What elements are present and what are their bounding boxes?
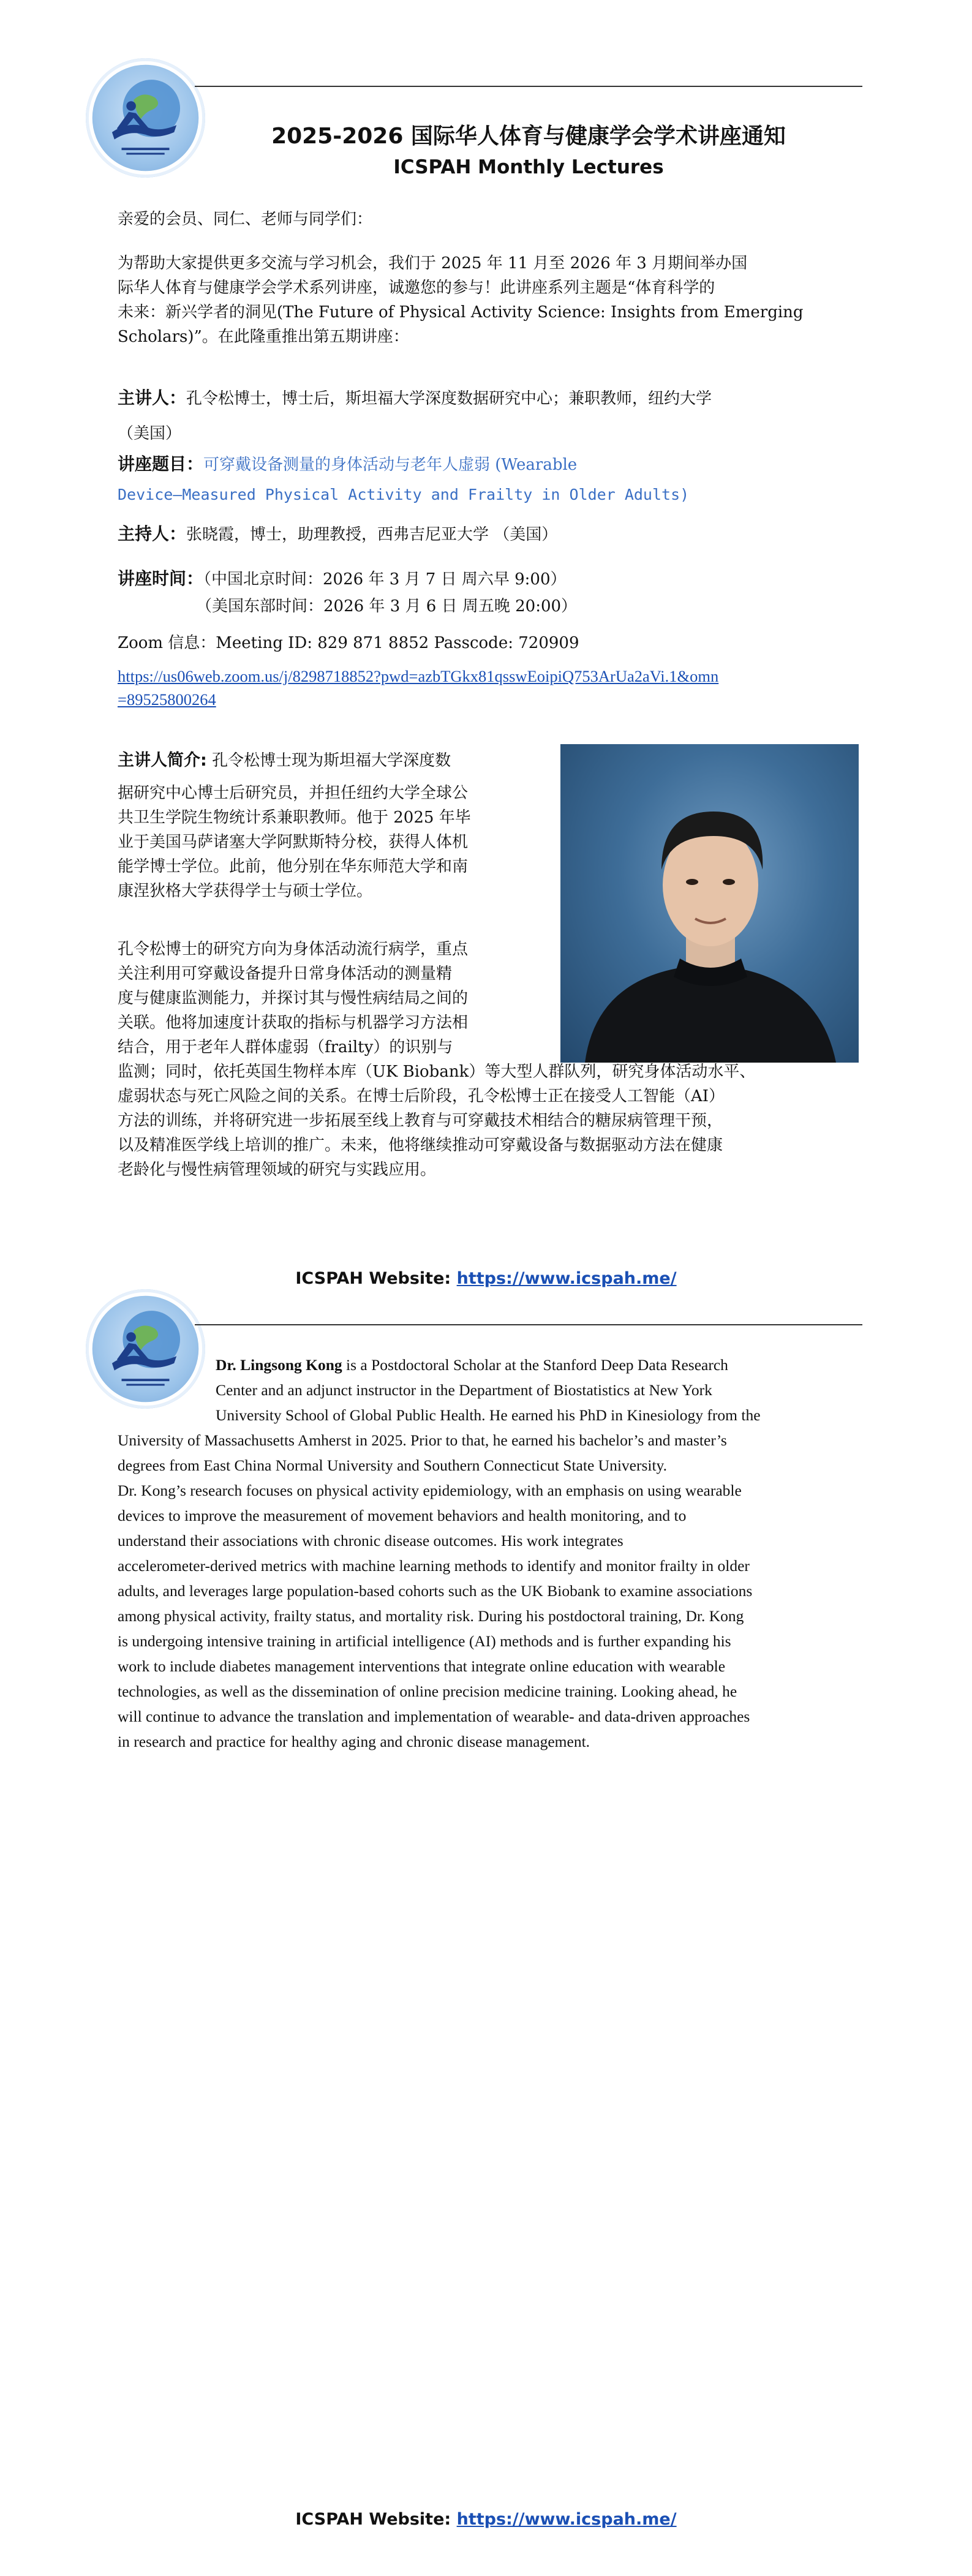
speaker-country: （美国） bbox=[118, 424, 182, 443]
website-label: ICSPAH Website: bbox=[295, 2510, 457, 2529]
bio-en-line: degrees from East China Normal University and Southern Connecticut State University. bbox=[118, 1456, 668, 1474]
bio-en-line: technologies, as well as the dissemination of online precision medicine training. Looking ahead, he bbox=[118, 1682, 737, 1700]
bio-en-line: among physical activity, frailty status, and mortality risk. During his postdoctoral training, Dr. Kong bbox=[118, 1607, 744, 1625]
bio-en-line: is undergoing intensive training in artificial intelligence (AI) methods and is further expanding his bbox=[118, 1632, 731, 1650]
icspah-logo-icon bbox=[86, 1289, 205, 1409]
bio-cn-line: 康涅狄格大学获得学士与硕士学位。 bbox=[118, 882, 373, 900]
topic-label: 讲座题目： bbox=[118, 454, 204, 474]
bio-cn-line: 方法的训练，并将研究进一步拓展至线上教育与可穿戴技术相结合的糖尿病管理干预， bbox=[118, 1112, 723, 1130]
host-row bbox=[118, 522, 871, 547]
bio-cn-line: 监测；同时，依托英国生物样本库（UK Biobank）等大型人群队列，研究身体活动水平、 bbox=[118, 1063, 756, 1081]
bio-cn-line: 关注利用可穿戴设备提升日常身体活动的测量精 bbox=[118, 965, 453, 983]
topic-title: 可穿戴设备测量的身体活动与老年人虚弱 (Wearable bbox=[203, 456, 578, 474]
bio-en-first: is a Postdoctoral Scholar at the Stanford Deep Data Research bbox=[342, 1356, 728, 1374]
header-rule bbox=[195, 1324, 862, 1325]
page-subtitle: ICSPAH Monthly Lectures bbox=[393, 156, 664, 178]
intro-line: 际华人体育与健康学会学术系列讲座，诚邀您的参与！此讲座系列主题是“体育科学的 bbox=[118, 279, 715, 297]
speaker-row bbox=[118, 386, 871, 411]
bio-en-line: understand their associations with chronic disease outcomes. His work integrates bbox=[118, 1532, 624, 1550]
bio-en-line: University School of Global Public Health. He earned his PhD in Kinesiology from the bbox=[216, 1406, 761, 1424]
bio-en-line: in research and practice for healthy aging and chronic disease management. bbox=[118, 1733, 590, 1750]
bio-en-line: work to include diabetes management interventions that integrate online education with wearable bbox=[118, 1657, 726, 1675]
page-title: 2025-2026 国际华人体育与健康学会学术讲座通知 bbox=[271, 124, 786, 149]
zoom-link-line[interactable]: https://us06web.zoom.us/j/8298718852?pwd=azbTGkx81qsswEoipiQ753ArUa2aVi.1&omn bbox=[118, 667, 719, 685]
time-row bbox=[118, 567, 871, 592]
speaker-text: 孔令松博士，博士后，斯坦福大学深度数据研究中心；兼职教师，纽约大学 bbox=[186, 390, 712, 408]
bio-cn-line: 关联。他将加速度计获取的指标与机器学习方法相 bbox=[118, 1014, 469, 1032]
bio-cn-line: 老龄化与慢性病管理领域的研究与实践应用。 bbox=[118, 1161, 437, 1179]
bio-label: 主讲人简介: bbox=[118, 751, 207, 770]
bio-cn-line: 能学博士学位。此前，他分别在华东师范大学和南 bbox=[118, 857, 469, 876]
bio-en-line: accelerometer-derived metrics with machine learning methods to identify and monitor frailty in older bbox=[118, 1557, 750, 1575]
bio-en-line: will continue to advance the translation and implementation of wearable- and data-driven approaches bbox=[118, 1708, 750, 1725]
bio-en-line: adults, and leverages large population-based cohorts such as the UK Biobank to examine associations bbox=[118, 1582, 753, 1600]
time-eastern: （美国东部时间：2026 年 3 月 6 日 周五晚 20:00） bbox=[196, 597, 578, 616]
bio-en-line: University of Massachusetts Amherst in 2025. Prior to that, he earned his bachelor’s and master’s bbox=[118, 1431, 727, 1449]
website-footer bbox=[0, 2510, 972, 2529]
intro-line: 未来：新兴学者的洞见(The Future of Physical Activity Science: Insights from Emerging bbox=[118, 303, 804, 322]
speaker-label: 主讲人： bbox=[118, 388, 187, 408]
website-footer bbox=[0, 1269, 972, 1288]
host-text: 张晓霞，博士，助理教授，西弗吉尼亚大学 （美国） bbox=[186, 525, 558, 544]
bio-en-indented bbox=[216, 1352, 871, 1428]
website-link[interactable]: https://www.icspah.me/ bbox=[456, 1269, 677, 1288]
bio-cn-first-line bbox=[118, 748, 546, 773]
time-label: 讲座时间： bbox=[118, 568, 204, 589]
bio-cn-line: 据研究中心博士后研究员，并担任纽约大学全球公 bbox=[118, 784, 469, 802]
intro-paragraph bbox=[118, 251, 865, 349]
bio-cn-line: 业于美国马萨诸塞大学阿默斯特分校，获得人体机 bbox=[118, 833, 469, 851]
website-link[interactable]: https://www.icspah.me/ bbox=[456, 2510, 677, 2529]
topic-title-en: Device–Measured Physical Activity and Frailty in Older Adults) bbox=[118, 486, 690, 503]
bio-en-line: devices to improve the measurement of movement behaviors and health monitoring, and to bbox=[118, 1507, 687, 1524]
header-rule bbox=[195, 86, 862, 87]
icspah-logo-icon bbox=[86, 58, 205, 178]
bio-cn-line: 结合，用于老年人群体虚弱（frailty）的识别与 bbox=[118, 1038, 453, 1056]
host-label: 主持人： bbox=[118, 524, 187, 544]
bio-en-line bbox=[216, 1352, 871, 1377]
bio-en-line: Dr. Kong’s research focuses on physical activity epidemiology, with an emphasis on using wearable bbox=[118, 1482, 742, 1499]
website-label: ICSPAH Website: bbox=[295, 1269, 457, 1288]
zoom-info: Zoom 信息：Meeting ID: 829 871 8852 Passcode: 720909 bbox=[118, 634, 579, 652]
bio-cn-line: 虚弱状态与死亡风险之间的关系。在博士后阶段，孔令松博士正在接受人工智能（AI） bbox=[118, 1087, 725, 1105]
bio-cn-line: 度与健康监测能力，并探讨其与慢性病结局之间的 bbox=[118, 989, 469, 1007]
topic-row bbox=[118, 452, 871, 477]
intro-line: Scholars)”。在此隆重推出第五期讲座： bbox=[118, 328, 409, 346]
zoom-link[interactable] bbox=[118, 665, 718, 711]
intro-line: 为帮助大家提供更多交流与学习机会，我们于 2025 年 11 月至 2026 年 3 月期间举办国 bbox=[118, 254, 748, 273]
bio-cn-paragraph-2 bbox=[118, 937, 871, 1182]
bio-en-paragraph bbox=[118, 1428, 871, 1754]
bio-cn-line: 孔令松博士现为斯坦福大学深度数 bbox=[212, 751, 451, 770]
greeting: 亲爱的会员、同仁、老师与同学们： bbox=[118, 210, 373, 228]
bio-cn-line: 以及精准医学线上培训的推广。未来，他将继续推动可穿戴设备与数据驱动方法在健康 bbox=[118, 1136, 723, 1154]
zoom-link-line[interactable]: =89525800264 bbox=[118, 690, 216, 709]
bio-cn-line: 孔令松博士的研究方向为身体活动流行病学，重点 bbox=[118, 940, 469, 958]
bio-cn-line: 共卫生学院生物统计系兼职教师。他于 2025 年毕 bbox=[118, 808, 471, 827]
time-beijing: （中国北京时间：2026 年 3 月 7 日 周六早 9:00） bbox=[203, 570, 567, 589]
bio-en-line: Center and an adjunct instructor in the Department of Biostatistics at New York bbox=[216, 1381, 712, 1399]
bio-en-name: Dr. Lingsong Kong bbox=[216, 1356, 342, 1374]
bio-cn-paragraph-1 bbox=[118, 781, 552, 903]
